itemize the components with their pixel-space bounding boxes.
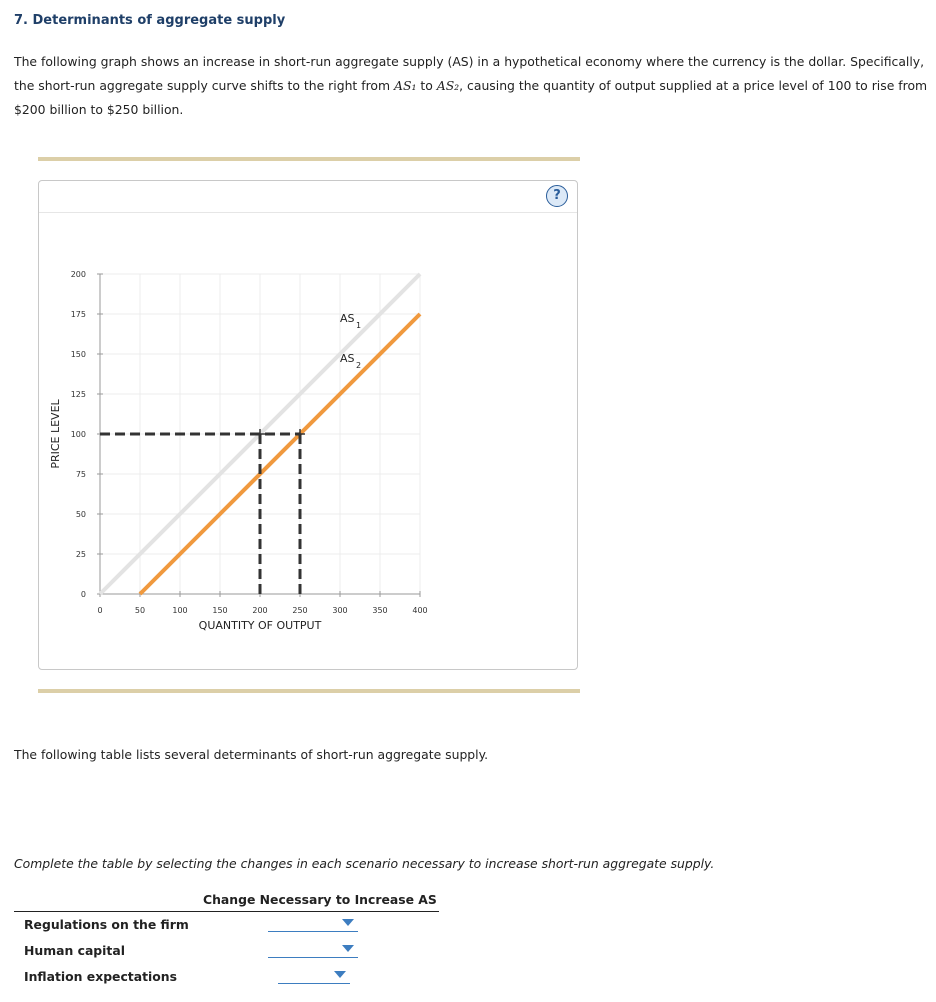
x-tick-label: 200 [252, 606, 268, 615]
as2-label-subscript: 2 [356, 361, 362, 370]
row-label-regulations: Regulations on the firm [24, 917, 189, 932]
table-intro: The following table lists several determinants of short-run aggregate supply. [14, 747, 489, 762]
x-tick-label: 100 [172, 606, 188, 615]
x-tick-label: 350 [372, 606, 388, 615]
y-tick-label: 125 [70, 390, 86, 399]
dropdown-human-capital[interactable] [268, 943, 358, 958]
x-tick-label: 250 [292, 606, 308, 615]
intro-text-2: to [416, 78, 437, 93]
y-tick-label: 100 [70, 430, 86, 439]
x-tick-label: 0 [97, 606, 103, 615]
y-tick-label: 175 [70, 310, 86, 319]
x-axis-title: QUANTITY OF OUTPUT [198, 619, 322, 632]
header-rule [14, 911, 439, 912]
dropdown-inflation-expectations[interactable] [278, 969, 350, 984]
as1-label-subscript: 1 [356, 321, 362, 330]
help-icon[interactable]: ? [546, 185, 568, 207]
row-label-inflation: Inflation expectations [24, 969, 177, 984]
chevron-down-icon [342, 945, 354, 952]
chevron-down-icon [334, 971, 346, 978]
chevron-down-icon [342, 919, 354, 926]
intro-paragraph [14, 50, 929, 122]
y-tick-label: 75 [75, 470, 86, 479]
y-tick-label: 25 [75, 550, 86, 559]
as1-label: AS [340, 312, 355, 325]
as2-curve [140, 314, 420, 594]
y-tick-label: 150 [70, 350, 86, 359]
as2-label: AS [340, 352, 355, 365]
y-tick-label: 50 [75, 510, 86, 519]
intro-text-3: , causing the quantity of output supplied at a price level of 100 to rise from $200 billion to $250 billion. [14, 78, 928, 117]
top-divider [38, 157, 580, 161]
x-tick-label: 400 [412, 606, 428, 615]
graph-panel [38, 180, 578, 670]
row-label-human-capital: Human capital [24, 943, 125, 958]
intro-text-1: The following graph shows an increase in short-run aggregate supply (AS) in a hypothetical economy where the currency is the dollar. Specifically, the short-run aggregate supply curve shifts to the right from [14, 54, 925, 93]
x-tick-label: 150 [212, 606, 228, 615]
x-tick-label: 50 [134, 606, 146, 615]
as-chart [39, 181, 577, 669]
column-header: Change Necessary to Increase AS [203, 892, 437, 907]
x-tick-label: 300 [332, 606, 348, 615]
as2-symbol: AS₂ [436, 78, 460, 93]
as1-symbol: AS₁ [394, 78, 417, 93]
bottom-divider [38, 689, 580, 693]
instruction-text: Complete the table by selecting the changes in each scenario necessary to increase short-run aggregate supply. [14, 856, 715, 871]
y-axis-title: PRICE LEVEL [49, 399, 62, 469]
question-title: 7. Determinants of aggregate supply [14, 13, 286, 28]
dropdown-regulations[interactable] [268, 917, 358, 932]
y-tick-label: 200 [70, 270, 86, 279]
y-tick-label: 0 [80, 590, 86, 599]
